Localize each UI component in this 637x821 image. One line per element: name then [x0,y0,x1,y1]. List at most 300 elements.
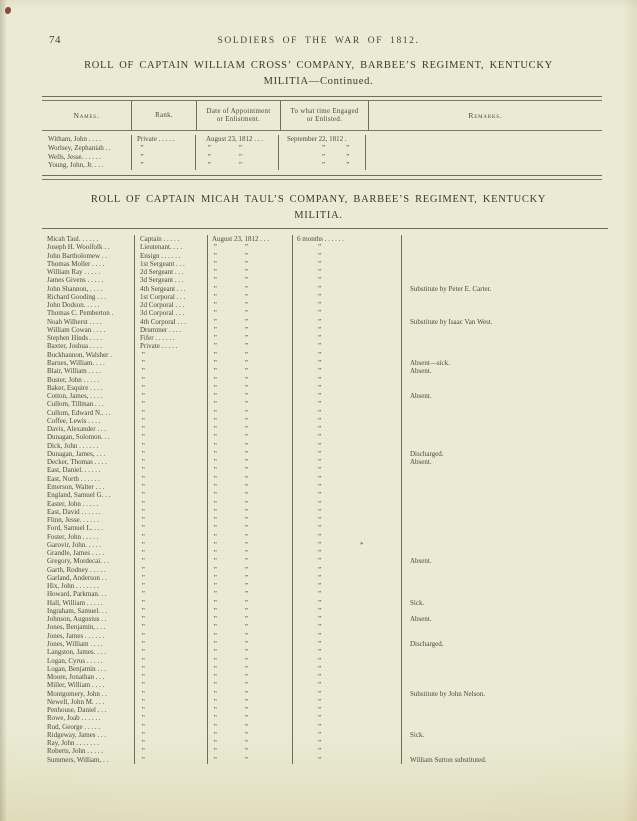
rank-cell: Drummer . . . . [134,326,207,334]
table-row [42,648,608,656]
rank-cell: ” [134,359,207,367]
table-row [42,706,608,714]
date-cell: ” ” [207,359,292,367]
remarks-cell: Absent. [401,615,608,623]
rank-cell: ” [134,756,207,764]
engaged-cell: ” [292,516,401,524]
table-row [42,607,608,615]
remarks-cell [401,235,608,243]
table-row [42,582,608,590]
date-cell: ” ” [207,665,292,673]
name-cell: Thomas Moller . . . . [47,259,105,268]
rank-cell: ” [134,508,207,516]
date-cell: ” ” [207,723,292,731]
engaged-cell: ” [292,409,401,417]
name-cell: Richard Gooding . . . [47,292,106,301]
date-cell: ” ” [207,309,292,317]
rank-cell: Ensign . . . . . . [134,252,207,260]
engaged-cell: ” [292,756,401,764]
engaged-cell: ” ” [278,153,365,162]
rank-cell: ” [134,409,207,417]
table-row [42,376,608,384]
rank-cell: Private . . . . . [134,342,207,350]
table-row [42,161,602,170]
engaged-cell: ” [292,260,401,268]
rank-cell: ” [134,475,207,483]
name-cell: Cullom, Tillman . . . [47,400,104,409]
date-cell: ” ” [195,153,278,162]
date-cell: ” ” [207,524,292,532]
name-cell: John Bartholomew . . [47,251,108,260]
taul-company-title [40,192,597,224]
date-cell: ” ” [207,458,292,466]
cross-company-title [40,58,597,90]
date-cell: ” ” [207,681,292,689]
name-cell: William Cowan . . . . [47,325,106,334]
engaged-cell: ” [292,508,401,516]
remarks-cell [401,623,608,631]
name-cell: Jones, Benjamin, . . . [47,623,106,632]
name-cell: Baxter, Joshua . . . . [47,342,102,351]
engaged-cell: ” [292,607,401,615]
remarks-cell [401,301,608,309]
date-cell: ” ” [207,442,292,450]
date-cell: ” ” [207,607,292,615]
date-cell: ” ” [207,384,292,392]
rank-cell: ” [134,549,207,557]
rank-cell: ” [134,698,207,706]
name-cell: Penhouse, Daniel . . . [47,706,107,715]
remarks-cell [401,673,608,681]
table-row [42,276,608,284]
name-cell: Garovir, John. . . . . [47,540,101,549]
engaged-cell: ” [292,400,401,408]
name-cell: Montgomery, John . . [47,689,107,698]
engaged-cell: ” [292,458,401,466]
engaged-cell: ” [292,425,401,433]
remarks-cell: Sick. [401,599,608,607]
date-cell: ” ” [207,466,292,474]
name-cell: Langston, James. . . . [47,648,106,657]
name-cell: Roberts, John . . . . . [47,747,103,756]
remarks-cell [401,632,608,640]
engaged-cell: ” [292,500,401,508]
remarks-cell [365,161,602,170]
header-remarks: Remarks. [368,101,602,130]
rank-cell: ” [131,153,195,162]
engaged-cell: ” [292,417,401,425]
remarks-cell [401,466,608,474]
name-cell: Miller, William . . . . [47,681,105,690]
engaged-cell: September 22, 1812 . [278,135,365,144]
engaged-cell: ” [292,739,401,747]
engaged-cell: ” [292,706,401,714]
name-cell: Noah Wilherst . . . . [47,317,102,326]
name-cell: England, Samuel G. . . [47,491,111,500]
engaged-cell: ” [292,524,401,532]
name-cell: Howard, Parkman. . . [47,590,107,599]
date-cell: ” ” [207,433,292,441]
table-row [42,351,608,359]
name-cell: Ridgeway, James . . . [47,730,107,739]
date-cell: ” ” [207,590,292,598]
engaged-cell: ” [292,491,401,499]
name-cell: East, David . . . . . . [47,507,101,516]
date-cell: ” ” [207,400,292,408]
table-row [42,425,608,433]
date-cell: ” ” [195,144,278,153]
engaged-cell: ” [292,549,401,557]
name-cell: John Dodson. . . . . [47,301,100,310]
engaged-cell: ” [292,359,401,367]
remarks-cell: Absent. [401,392,608,400]
rank-cell: 2d Sergeant . . . [134,268,207,276]
rank-cell: ” [134,425,207,433]
table-row [42,409,608,417]
engaged-cell: ” [292,276,401,284]
table-row [42,599,608,607]
table-row [42,698,608,706]
engaged-cell: ” [292,599,401,607]
remarks-cell: Discharged. [401,640,608,648]
page-number: 74 [49,34,61,46]
remarks-cell [401,293,608,301]
name-cell: Dunagan, Solomon. . . [47,433,110,442]
rank-cell: ” [134,450,207,458]
name-cell: Jones, James . . . . . . [47,631,105,640]
date-cell: ” ” [195,161,278,170]
engaged-cell: ” [292,309,401,317]
table-row [42,309,608,317]
table-row [42,318,608,326]
engaged-cell: ” [292,723,401,731]
table-row [42,690,608,698]
rank-cell: ” [134,557,207,565]
rank-cell: ” [134,376,207,384]
remarks-cell [401,739,608,747]
rank-cell: ” [134,524,207,532]
date-cell: ” ” [207,731,292,739]
taul-company-rows [42,229,608,764]
name-cell: Garland, Anderson . . [47,573,107,582]
name-cell: Buster, John . . . . . [47,375,100,384]
name-cell: Young, John, Jr. . . . [48,161,104,170]
remarks-cell [401,698,608,706]
rank-cell: ” [134,351,207,359]
name-cell: Garth, Rodney . . . . . [47,565,106,574]
rank-cell: ” [131,144,195,153]
name-cell: East, Daniel. . . . . . [47,466,101,475]
remarks-cell [401,714,608,722]
rank-cell: ” [134,500,207,508]
name-cell: Newell, John M. . . . [47,697,105,706]
table-row [42,640,608,648]
name-cell: John Shannon, . . . . [47,284,103,293]
date-cell: ” ” [207,756,292,764]
header-rank: Rank. [131,101,196,130]
date-cell: ” ” [207,491,292,499]
remarks-cell [401,417,608,425]
rank-cell: 3d Sergeant . . . [134,276,207,284]
remarks-cell [401,508,608,516]
engaged-cell: ” [292,483,401,491]
table-row [42,747,608,755]
rank-cell: ” [134,582,207,590]
table-bottom-rule [42,175,602,180]
table-row [42,260,608,268]
engaged-cell: ” [292,698,401,706]
remarks-cell: Absent. [401,367,608,375]
table-row [42,135,602,144]
date-cell: ” ” [207,342,292,350]
table-row [42,623,608,631]
name-cell: Micah Taul. . . . . . [47,235,99,243]
cross-company-title-line2: MILITIA—Continued. [263,76,374,87]
name-cell: Ray, John . . . . . . . [47,739,100,748]
name-cell: Joseph H. Woolfolk . . [47,243,110,252]
date-cell: ” ” [207,252,292,260]
table-row [42,359,608,367]
remarks-cell [401,409,608,417]
date-cell: ” ” [207,706,292,714]
remarks-cell [401,706,608,714]
date-cell: ” ” [207,714,292,722]
rank-cell: ” [134,673,207,681]
name-cell: Davis, Alexander . . . [47,425,107,434]
table-row [42,268,608,276]
remarks-cell [401,657,608,665]
name-cell: Decker, Thomas . . . . [47,458,107,467]
name-cell: Baker, Esquire . . . . [47,383,103,392]
name-cell: Emerson, Walter . . . [47,482,105,491]
date-cell: ” ” [207,326,292,334]
remarks-cell: Substitute by John Nelson. [401,690,608,698]
cross-company-rows [42,131,602,175]
remarks-cell [365,153,602,162]
remarks-cell: Substitute by Isaac Van West. [401,318,608,326]
remarks-cell [401,334,608,342]
remarks-cell [401,475,608,483]
name-cell: Hix, John . . . . . . . [47,582,99,591]
remarks-cell [401,276,608,284]
table-row [42,723,608,731]
table-row [42,458,608,466]
table-row [42,235,608,243]
table-row [42,342,608,350]
date-cell: ” ” [207,739,292,747]
date-cell: ” ” [207,409,292,417]
date-cell: ” ” [207,574,292,582]
date-cell: ” ” [207,533,292,541]
engaged-cell: ” [292,475,401,483]
remarks-cell [401,681,608,689]
name-cell: Ford, Samuel L. . . . [47,524,103,533]
name-cell: Blair, William . . . . [47,367,101,376]
table-row [42,301,608,309]
name-cell: James Givens . . . . . [47,276,104,285]
date-cell: ” ” [207,549,292,557]
date-cell: ” ” [207,318,292,326]
rank-cell: 4th Corporal . . . [134,318,207,326]
taul-company-title-line2: MILITIA. [294,210,343,221]
rank-cell: ” [134,640,207,648]
rank-cell: ” [134,714,207,722]
rank-cell: Lieutenant. . . . [134,243,207,251]
remarks-cell [401,582,608,590]
date-cell: ” ” [207,285,292,293]
rank-cell: ” [134,665,207,673]
table-row [42,367,608,375]
date-cell: ” ” [207,623,292,631]
engaged-cell: 6 months . . . . . . [292,235,401,243]
rank-cell: ” [134,632,207,640]
name-cell: Wells, Jesse. . . . . . [48,152,101,161]
engaged-cell: ” [292,326,401,334]
rank-cell: ” [134,723,207,731]
engaged-cell: ” [292,665,401,673]
rank-cell: ” [134,442,207,450]
engaged-cell: ” [292,673,401,681]
name-cell: Cullom, Edward N.. . . [47,408,111,417]
rank-cell: ” [134,417,207,425]
name-cell: Dick, John . . . . . . [47,441,99,450]
date-cell: ” ” [207,698,292,706]
table-row [42,153,602,162]
rank-cell: ” [134,623,207,631]
table-row [42,384,608,392]
engaged-cell: ” [292,541,401,549]
remarks-cell [401,747,608,755]
date-cell: ” ” [207,599,292,607]
date-cell: ” ” [207,541,292,549]
engaged-cell: ” [292,285,401,293]
table-row [42,549,608,557]
rank-cell: ” [134,491,207,499]
remarks-cell: Absent. [401,557,608,565]
remarks-cell [401,483,608,491]
header-date: Date of Appointment or Enlistment. [196,101,280,130]
rank-cell: ” [134,533,207,541]
engaged-cell: ” [292,714,401,722]
name-cell: Foster, John . . . . . [47,532,99,541]
table-row [42,491,608,499]
remarks-cell [401,648,608,656]
name-cell: Logan, Cyrus . . . . . [47,656,103,665]
table-row [42,524,608,532]
engaged-cell: ” [292,681,401,689]
rank-cell: ” [134,574,207,582]
engaged-cell: ” [292,657,401,665]
engaged-cell: ” [292,640,401,648]
name-cell: Easter, John . . . . . [47,499,99,508]
name-cell: Grandle, James . . . . [47,549,105,558]
engaged-cell: ” [292,293,401,301]
name-cell: Moore, Jonathan . . . [47,673,105,682]
name-cell: Johnson, Augustus . . [47,615,107,624]
engaged-cell: ” [292,623,401,631]
date-cell: ” ” [207,648,292,656]
table-row [42,293,608,301]
date-cell: ” ” [207,673,292,681]
table-row [42,285,608,293]
table-row [42,442,608,450]
rank-cell: ” [134,466,207,474]
remarks-cell [365,144,602,153]
remarks-cell [401,524,608,532]
name-cell: Ingraham, Samuel. . . [47,606,108,615]
engaged-cell: ” [292,450,401,458]
remarks-cell [401,590,608,598]
engaged-cell: ” ” [278,144,365,153]
remarks-cell [401,252,608,260]
date-cell: ” ” [207,334,292,342]
engaged-cell: ” [292,433,401,441]
table-row [42,739,608,747]
rank-cell: ” [134,566,207,574]
remarks-cell [401,425,608,433]
rank-cell: ” [134,590,207,598]
remarks-cell [401,607,608,615]
rank-cell: 1st Corporal . . . [134,293,207,301]
date-cell: ” ” [207,582,292,590]
remarks-cell [401,400,608,408]
rank-cell: 4th Sergeant . . . [134,285,207,293]
engaged-cell: ” [292,252,401,260]
remarks-cell: William Sutton substituted. [401,756,608,764]
table-row [42,392,608,400]
date-cell: ” ” [207,500,292,508]
remarks-cell [401,665,608,673]
date-cell: ” ” [207,450,292,458]
rank-cell: ” [134,599,207,607]
header-names: Names. [73,110,100,120]
table-row [42,252,608,260]
date-cell: ” ” [207,640,292,648]
ink-speck [5,7,11,14]
engaged-cell: ” [292,557,401,565]
table-row [42,450,608,458]
name-cell: Witham, John . . . . [48,135,101,143]
table-row [42,657,608,665]
date-cell: ” ” [207,276,292,284]
name-cell: Summers, William, . . [47,755,109,764]
cross-company-title-line1: ROLL OF CAPTAIN WILLIAM CROSS’ COMPANY, BARBEE’S REGIMENT, KENTUCKY [84,60,553,71]
table-header-row [42,101,602,130]
remarks-cell [401,260,608,268]
engaged-cell: ” [292,243,401,251]
date-cell: ” ” [207,425,292,433]
engaged-cell: ” [292,648,401,656]
date-cell: ” ” [207,301,292,309]
rank-cell: ” [131,161,195,170]
remarks-cell [401,500,608,508]
remarks-cell: Absent. [401,458,608,466]
taul-company-title-line1: ROLL OF CAPTAIN MICAH TAUL’S COMPANY, BARBEE’S REGIMENT, KENTUCKY [90,194,547,205]
engaged-cell: ” [292,442,401,450]
date-cell: ” ” [207,367,292,375]
table-row [42,681,608,689]
rank-cell: ” [134,607,207,615]
remarks-cell [401,309,608,317]
rank-cell: ” [134,657,207,665]
rank-cell: Private . . . . . [131,135,195,144]
date-cell: ” ” [207,376,292,384]
table-row [42,632,608,640]
remarks-cell [401,516,608,524]
rank-cell: 2d Corporal . . . [134,301,207,309]
remarks-cell [401,268,608,276]
rank-cell: ” [134,458,207,466]
